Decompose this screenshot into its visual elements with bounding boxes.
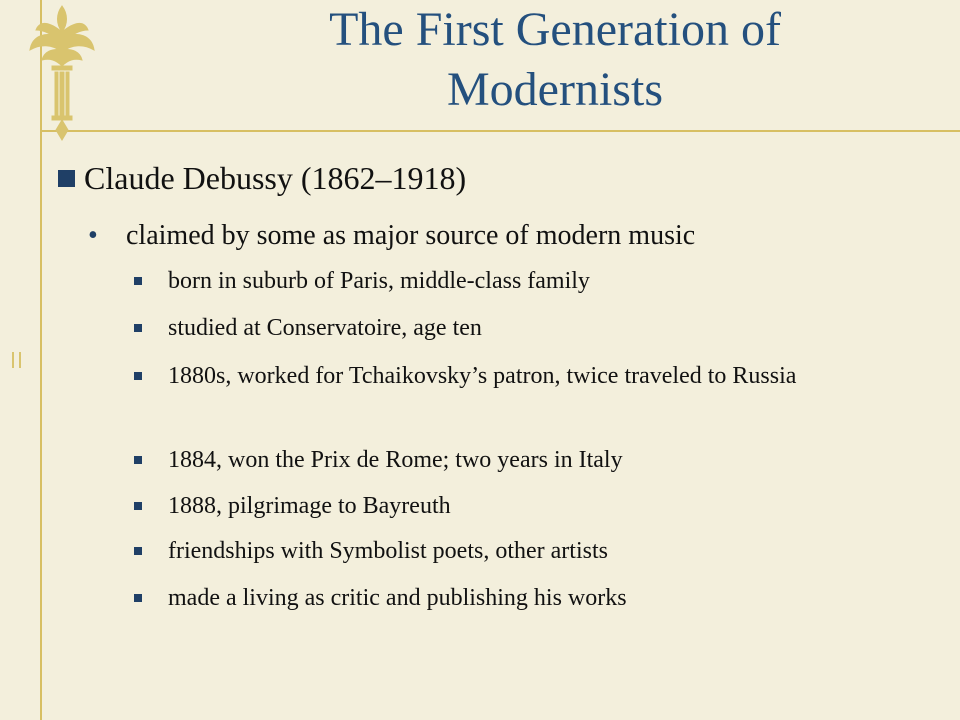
square-bullet-icon	[134, 502, 142, 510]
square-bullet-icon	[134, 547, 142, 555]
bullet-level3-text: friendships with Symbolist poets, other artists	[168, 538, 608, 564]
bullet-level3-text: 1880s, worked for Tchaikovsky’s patron, twice traveled to Russia	[168, 363, 797, 389]
horizontal-rule	[40, 130, 960, 132]
ornament-icon	[22, 2, 102, 142]
bullet-level3-item	[134, 492, 924, 521]
bullet-level1	[58, 158, 466, 198]
bullet-level1-text: Claude Debussy (1862–1918)	[84, 160, 467, 196]
bullet-level3-text: 1884, won the Prix de Rome; two years in Italy	[168, 447, 623, 473]
bullet-level3-text: made a living as critic and publishing his works	[168, 585, 627, 611]
square-bullet-icon	[134, 456, 142, 464]
bullet-level3-item	[134, 362, 924, 391]
square-bullet-icon	[58, 170, 75, 187]
title-line-1: The First Generation of	[329, 3, 781, 56]
dot-bullet-icon: •	[88, 220, 98, 251]
square-bullet-icon	[134, 372, 142, 380]
bullet-level2	[88, 216, 695, 256]
bullet-level3-item	[134, 267, 924, 296]
square-bullet-icon	[134, 594, 142, 602]
bullet-level3-item	[134, 584, 924, 613]
square-bullet-icon	[134, 324, 142, 332]
bullet-level3-text: born in suburb of Paris, middle-class family	[168, 268, 590, 294]
slide-title	[160, 0, 950, 120]
bullet-level3-text: 1888, pilgrimage to Bayreuth	[168, 493, 451, 519]
bullet-level3-item	[134, 537, 924, 566]
square-bullet-icon	[134, 277, 142, 285]
bullet-level3-text: studied at Conservatoire, age ten	[168, 315, 482, 341]
bullet-level3-item	[134, 446, 924, 475]
title-line-2: Modernists	[447, 63, 663, 116]
bullet-level3-item	[134, 314, 924, 343]
side-tick-icon	[10, 352, 24, 368]
bullet-level2-text: claimed by some as major source of modern music	[126, 220, 696, 251]
